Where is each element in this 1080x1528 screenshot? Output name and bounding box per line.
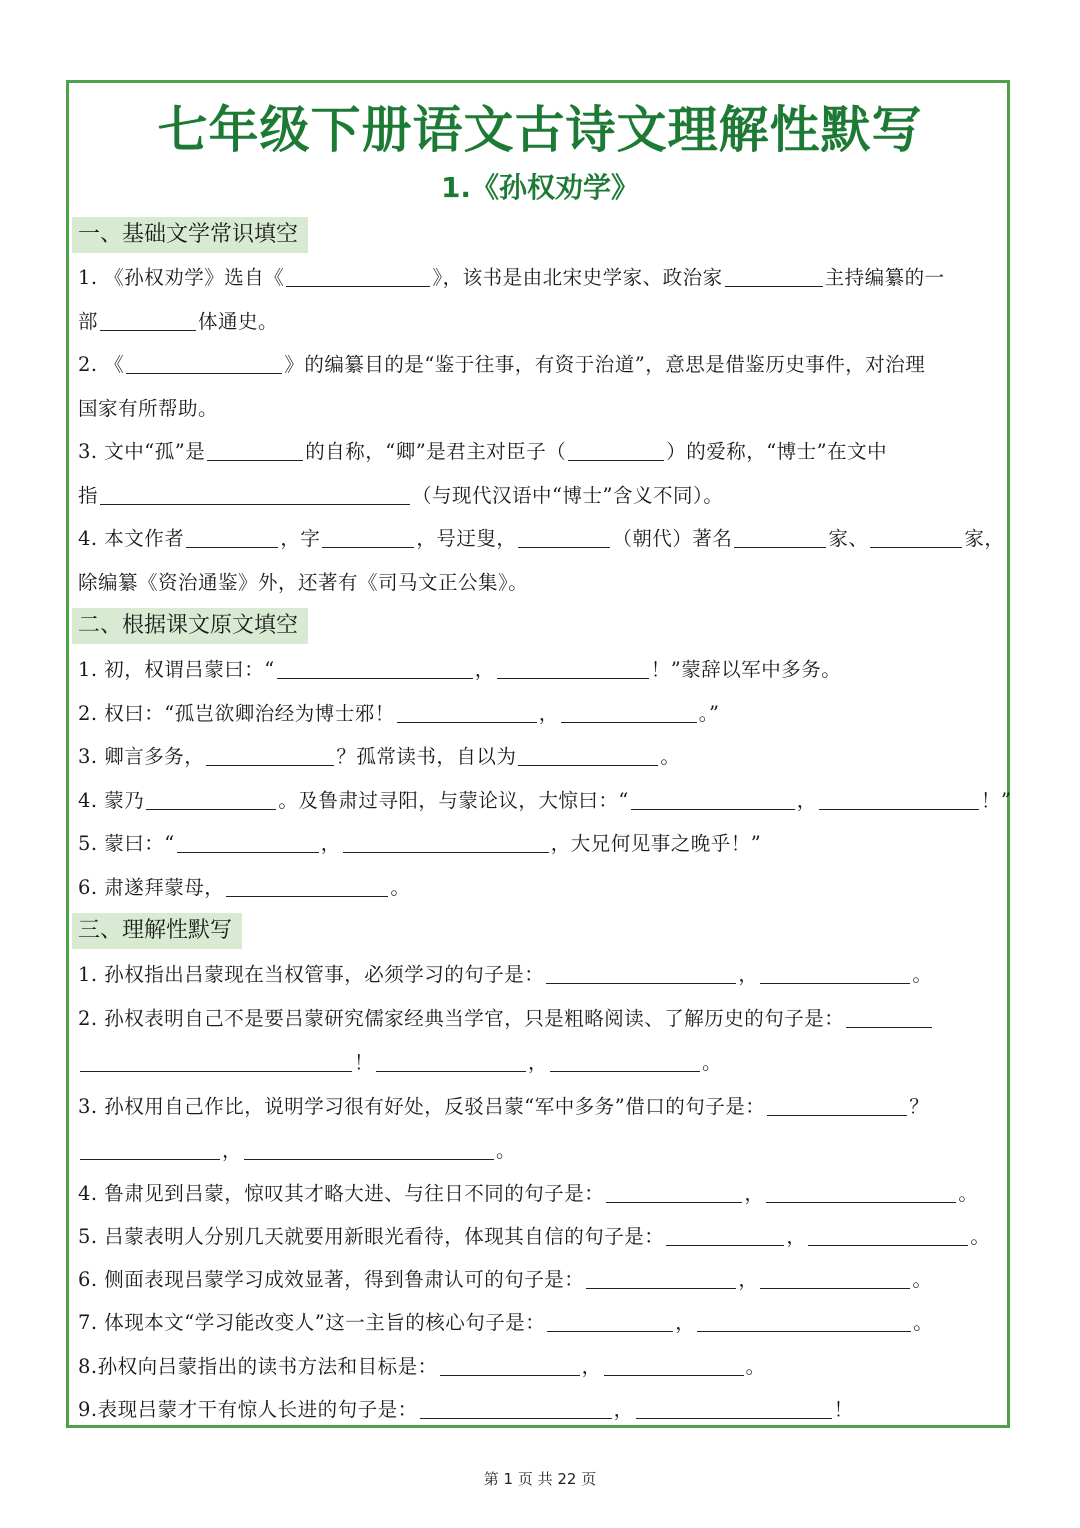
blank[interactable] bbox=[725, 266, 823, 287]
blank[interactable] bbox=[604, 1355, 744, 1376]
page-number: 第 1 页 共 22 页 bbox=[483, 1470, 597, 1488]
blank[interactable] bbox=[206, 745, 334, 766]
question-3-7: 7. 体现本文“学习能改变人”这一主旨的核心句子是： ， 。 bbox=[78, 1311, 934, 1334]
blank[interactable] bbox=[870, 527, 962, 548]
question-3-5: 5. 吕蒙表明人分别几天就要用新眼光看待，体现其自信的句子是： ， 。 bbox=[78, 1225, 991, 1248]
blank[interactable] bbox=[80, 1139, 220, 1160]
blank[interactable] bbox=[376, 1051, 526, 1072]
question-3-8: 8.孙权向吕蒙指出的读书方法和目标是： ， 。 bbox=[78, 1355, 766, 1378]
blank[interactable] bbox=[244, 1139, 494, 1160]
blank[interactable] bbox=[397, 702, 537, 723]
question-2-1: 1. 初，权谓吕蒙曰：“ ， ！”蒙辞以军中多务。 bbox=[78, 658, 842, 681]
blank[interactable] bbox=[697, 1311, 911, 1332]
blank[interactable] bbox=[631, 789, 795, 810]
blank[interactable] bbox=[546, 963, 736, 984]
section-heading-1: 一、基础文学常识填空 bbox=[72, 217, 308, 253]
blank[interactable] bbox=[561, 702, 697, 723]
blank[interactable] bbox=[760, 1268, 910, 1289]
blank[interactable] bbox=[518, 745, 658, 766]
blank[interactable] bbox=[226, 876, 388, 897]
blank[interactable] bbox=[207, 440, 303, 461]
question-1-3-cont: 指 （与现代汉语中“博士”含义不同）。 bbox=[78, 484, 724, 507]
blank[interactable] bbox=[586, 1268, 736, 1289]
blank[interactable] bbox=[547, 1311, 673, 1332]
blank[interactable] bbox=[734, 527, 826, 548]
question-2-2: 2. 权曰：“孤岂欲卿治经为博士邪！ ， 。” bbox=[78, 702, 720, 725]
blank[interactable] bbox=[808, 1225, 968, 1246]
blank[interactable] bbox=[767, 1095, 907, 1116]
blank[interactable] bbox=[177, 832, 319, 853]
blank[interactable] bbox=[760, 963, 910, 984]
question-1-2-cont: 国家有所帮助。 bbox=[78, 397, 219, 420]
question-1-1: 1. 《孙权劝学》选自《 》，该书是由北宋史学家、政治家 主持编纂的一 bbox=[78, 266, 945, 289]
blank[interactable] bbox=[550, 1051, 700, 1072]
question-3-2-cont: ！ ， 。 bbox=[78, 1048, 1004, 1078]
question-3-9: 9.表现吕蒙才干有惊人长进的句子是： ， ！ bbox=[78, 1398, 854, 1421]
question-1-4: 4. 本文作者 ，字 ，号迂叟， （朝代）著名 家、 家， bbox=[78, 527, 1005, 550]
question-2-5: 5. 蒙曰：“ ， ，大兄何见事之晚乎！” bbox=[78, 832, 762, 855]
section-heading-3: 三、理解性默写 bbox=[72, 913, 242, 949]
question-1-3: 3. 文中“孤”是 的自称，“卿”是君主对臣子（ ）的爱称，“博士”在文中 bbox=[78, 440, 888, 463]
blank[interactable] bbox=[666, 1225, 784, 1246]
blank[interactable] bbox=[846, 1007, 932, 1028]
question-1-4-cont: 除编纂《资治通鉴》外，还著有《司马文正公集》。 bbox=[78, 571, 529, 594]
blank[interactable] bbox=[146, 789, 276, 810]
blank[interactable] bbox=[636, 1398, 832, 1419]
blank[interactable] bbox=[766, 1182, 956, 1203]
question-3-3-cont: ， 。 bbox=[78, 1136, 1004, 1166]
blank[interactable] bbox=[819, 789, 979, 810]
question-2-6: 6. 肃遂拜蒙母， 。 bbox=[78, 876, 411, 899]
blank[interactable] bbox=[420, 1398, 612, 1419]
question-3-2: 2. 孙权表明自己不是要吕蒙研究儒家经典当学官，只是粗略阅读、了解历史的句子是： bbox=[78, 1004, 1004, 1034]
blank[interactable] bbox=[322, 527, 414, 548]
question-3-1: 1. 孙权指出吕蒙现在当权管事，必须学习的句子是： ， 。 bbox=[78, 963, 933, 986]
question-3-3: 3. 孙权用自己作比，说明学习很有好处，反驳吕蒙“军中多务”借口的句子是： ？ bbox=[78, 1095, 930, 1118]
blank[interactable] bbox=[100, 310, 196, 331]
blank[interactable] bbox=[343, 832, 549, 853]
blank[interactable] bbox=[440, 1355, 580, 1376]
blank[interactable] bbox=[186, 527, 278, 548]
section-heading-2: 二、根据课文原文填空 bbox=[72, 608, 308, 644]
blank[interactable] bbox=[80, 1051, 352, 1072]
question-1-2: 2. 《 》的编纂目的是“鉴于往事，有资于治道”，意思是借鉴历史事件，对治理 bbox=[78, 353, 926, 376]
blank[interactable] bbox=[497, 658, 649, 679]
blank[interactable] bbox=[277, 658, 473, 679]
question-2-4: 4. 蒙乃 。及鲁肃过寻阳，与蒙论议，大惊曰：“ ， ！” bbox=[78, 789, 1012, 812]
blank[interactable] bbox=[100, 484, 410, 505]
question-1-1-cont: 部 体通史。 bbox=[78, 310, 279, 333]
blank[interactable] bbox=[286, 266, 430, 287]
page-title: 七年级下册语文古诗文理解性默写 bbox=[157, 101, 923, 159]
question-3-6: 6. 侧面表现吕蒙学习成效显著，得到鲁肃认可的句子是： ， 。 bbox=[78, 1268, 933, 1291]
blank[interactable] bbox=[126, 353, 282, 374]
blank[interactable] bbox=[606, 1182, 742, 1203]
lesson-title: 1.《孙权劝学》 bbox=[440, 171, 640, 204]
blank[interactable] bbox=[568, 440, 664, 461]
question-2-3: 3. 卿言多务， ？孤常读书，自以为 。 bbox=[78, 745, 681, 768]
blank[interactable] bbox=[518, 527, 610, 548]
question-3-4: 4. 鲁肃见到吕蒙，惊叹其才略大进、与往日不同的句子是： ， 。 bbox=[78, 1182, 979, 1205]
